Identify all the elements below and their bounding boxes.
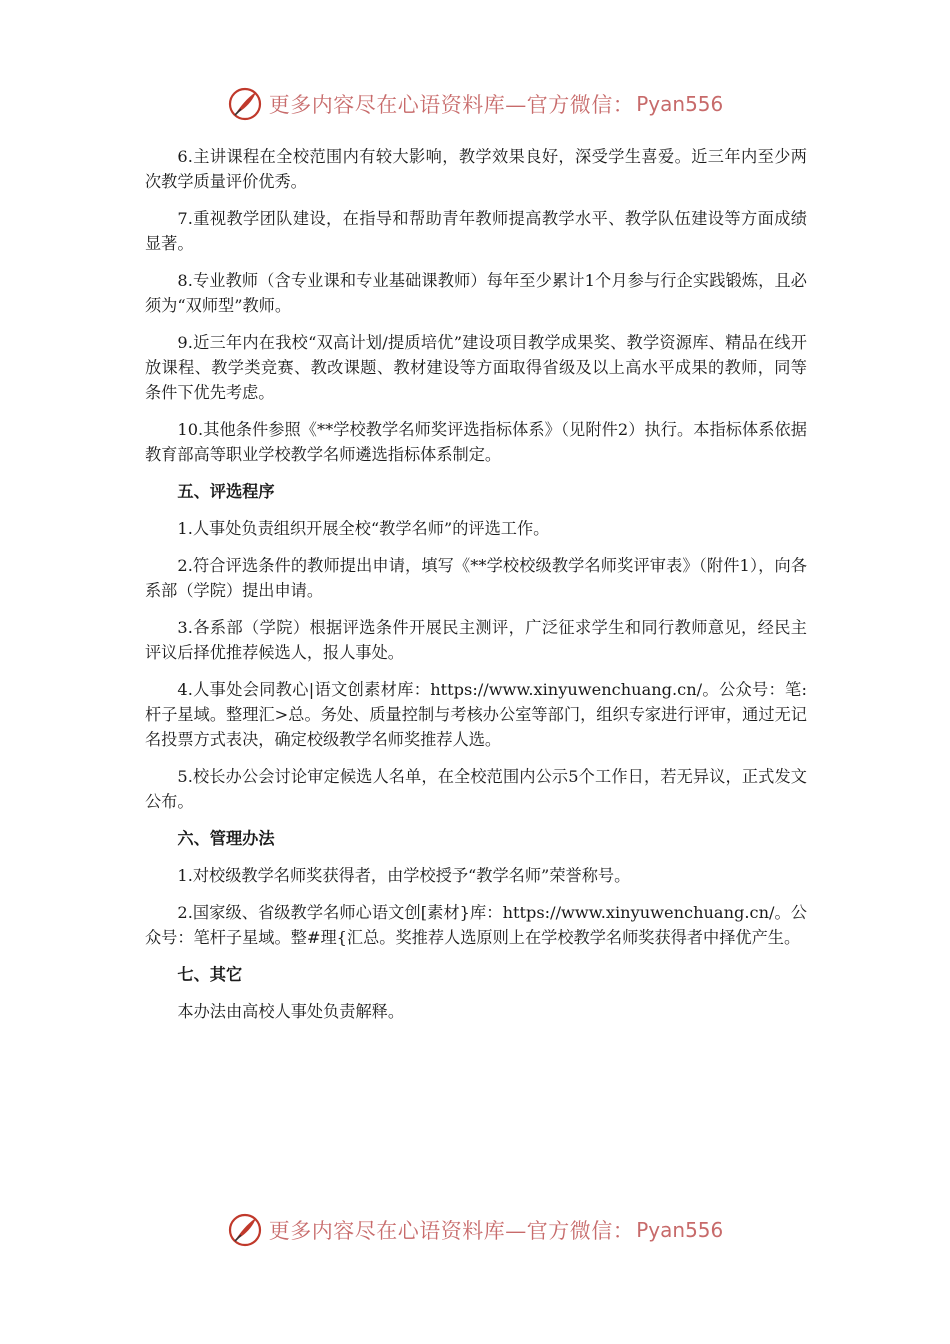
procedure-5: 5.校长办公会讨论审定候选人名单，在全校范围内公示5个工作日，若无异议，正式发文公布。 <box>145 767 807 811</box>
paragraph-8: 8.专业教师（含专业课和专业基础课教师）每年至少累计1个月参与行企实践锻炼，且必须为“双师型”教师。 <box>145 271 807 315</box>
other-1: 本办法由高校人事处负责解释。 <box>177 1002 405 1021</box>
banner-text: 更多内容尽在心语资料库—官方微信： <box>268 93 635 117</box>
banner-wechat-id: Pyan556 <box>636 1218 724 1242</box>
header-banner <box>0 82 950 126</box>
quill-logo-icon <box>227 1212 263 1248</box>
management-2: 2.国家级、省级教学名师心语文创[素材}库：https://www.xinyuwenchuang.cn/。公众号：笔杆子星域。整#理{汇总。奖推荐人选原则上在学校教学名师奖获得者中择优产生。 <box>145 903 807 947</box>
procedure-2: 2.符合评选条件的教师提出申请，填写《**学校校级教学名师奖评审表》（附件1），向各系部（学院）提出申请。 <box>145 556 807 600</box>
procedure-1: 1.人事处负责组织开展全校“教学名师”的评选工作。 <box>177 519 550 538</box>
banner-text: 更多内容尽在心语资料库—官方微信： <box>268 1219 635 1243</box>
paragraph-10: 10.其他条件参照《**学校教学名师奖评选指标体系》（见附件2）执行。本指标体系依据教育部高等职业学校教学名师遴选指标体系制定。 <box>145 420 807 464</box>
paragraph-9: 9.近三年内在我校“双高计划/提质培优”建设项目教学成果奖、教学资源库、精品在线开放课程、教学类竞赛、教改课题、教材建设等方面取得省级及以上高水平成果的教师，同等条件下优先考虑。 <box>145 333 807 402</box>
section-heading-7: 七、其它 <box>177 965 243 984</box>
paragraph-6: 6.主讲课程在全校范围内有较大影响，教学效果良好，深受学生喜爱。近三年内至少两次教学质量评价优秀。 <box>145 147 807 191</box>
procedure-4: 4.人事处会同教心|语文创素材库：https://www.xinyuwenchuang.cn/。公众号：笔:杆子星域。整理汇>总。务处、质量控制与考核办公室等部门，组织专家进行评审，通过无记名投票方式表决，确定校级教学名师奖推荐人选。 <box>145 680 807 749</box>
procedure-3: 3.各系部（学院）根据评选条件开展民主测评，广泛征求学生和同行教师意见，经民主评议后择优推荐候选人，报人事处。 <box>145 618 807 662</box>
document-body <box>145 144 807 1036</box>
quill-logo-icon <box>227 86 263 122</box>
footer-banner <box>0 1208 950 1252</box>
section-heading-6: 六、管理办法 <box>177 829 275 848</box>
banner-wechat-id: Pyan556 <box>636 92 724 116</box>
management-1: 1.对校级教学名师奖获得者，由学校授予“教学名师”荣誉称号。 <box>177 866 631 885</box>
paragraph-7: 7.重视教学团队建设，在指导和帮助青年教师提高教学水平、教学队伍建设等方面成绩显著。 <box>145 209 807 253</box>
section-heading-5: 五、评选程序 <box>177 482 275 501</box>
